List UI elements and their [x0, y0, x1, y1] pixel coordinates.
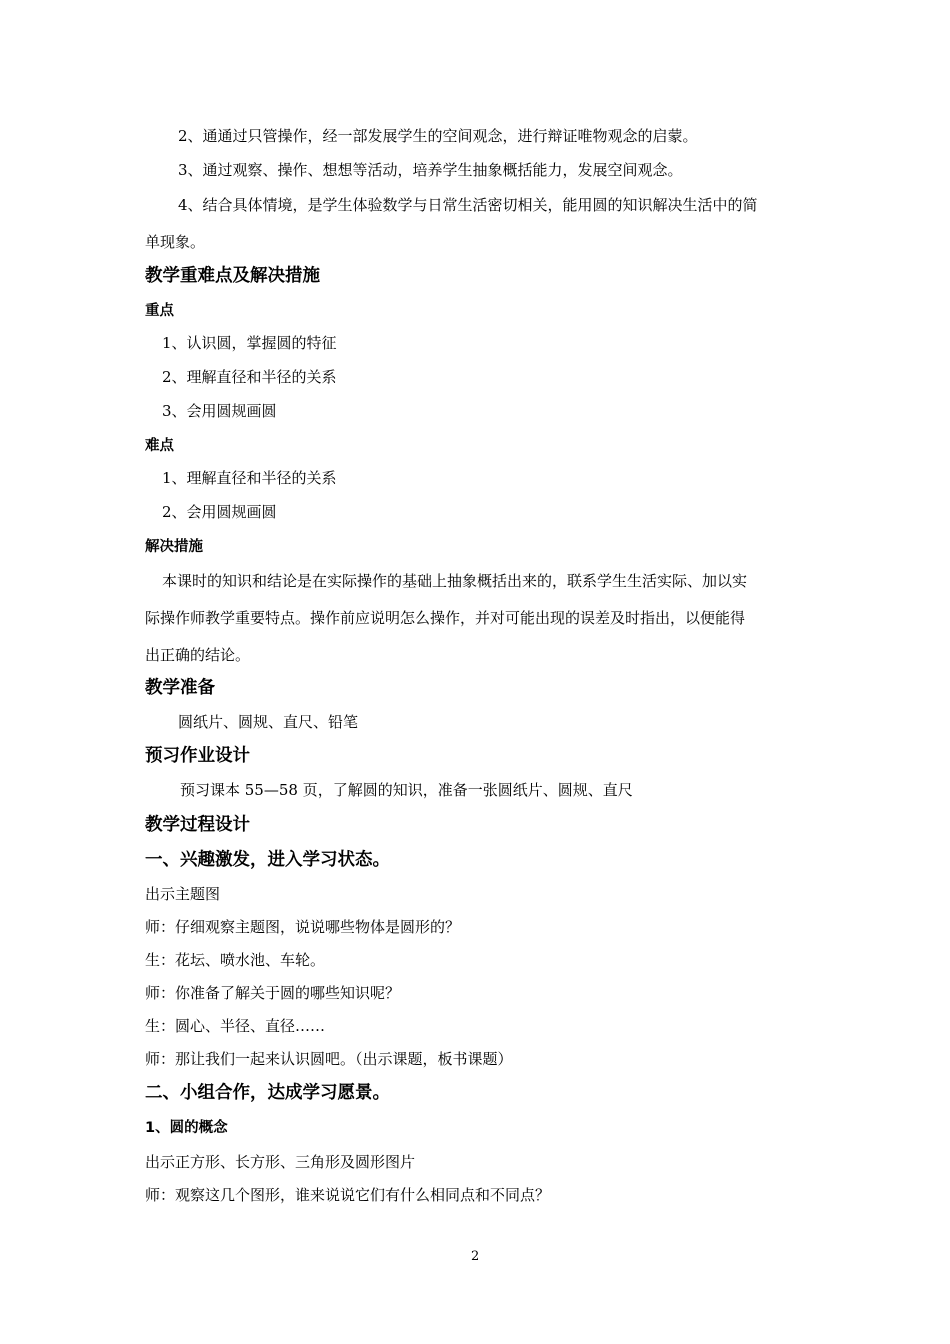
- measures-line-1: 本课时的知识和结论是在实际操作的基础上抽象概括出来的，联系学生生活实际、加以实: [162, 572, 748, 590]
- objective-3: 3、通过观察、操作、想想等活动，培养学生抽象概括能力，发展空间观念。: [178, 161, 683, 179]
- measures-label: 解决措施: [145, 539, 203, 555]
- section2-heading: 二、小组合作，达成学习愿景。: [145, 1083, 390, 1103]
- measures-line-2: 际操作师教学重要特点。操作前应说明怎么操作，并对可能出现的误差及时指出，以便能得: [145, 609, 746, 627]
- section1-line-2: 师：仔细观察主题图，说说哪些物体是圆形的？: [145, 918, 461, 936]
- key-label: 重点: [145, 303, 174, 319]
- key-item-1: 1、认识圆，掌握圆的特征: [162, 334, 337, 352]
- page-number: 2: [471, 1249, 480, 1264]
- difficult-label: 难点: [145, 438, 174, 454]
- keypoints-heading: 教学重难点及解决措施: [145, 266, 320, 286]
- section1-line-3: 生：花坛、喷水池、车轮。: [145, 951, 326, 969]
- prep-heading: 教学准备: [145, 678, 215, 698]
- section1-line-5: 生：圆心、半径、直径……: [145, 1017, 326, 1035]
- section2-line-1: 出示正方形、长方形、三角形及圆形图片: [145, 1153, 416, 1171]
- sub1-heading: 1、圆的概念: [145, 1120, 228, 1136]
- objective-4: 4、结合具体情境，是学生体验数学与日常生活密切相关，能用圆的知识解决生活中的简: [178, 196, 758, 214]
- homework-heading: 预习作业设计: [145, 746, 250, 766]
- measures-line-3: 出正确的结论。: [145, 646, 251, 664]
- section1-line-6: 师：那让我们一起来认识圆吧。（出示课题，板书课题）: [145, 1050, 513, 1068]
- section1-line-4: 师：你准备了解关于圆的哪些知识呢？: [145, 984, 401, 1002]
- section2-line-2: 师：观察这几个图形，谁来说说它们有什么相同点和不同点？: [145, 1186, 551, 1204]
- section1-line-1: 出示主题图: [145, 885, 221, 903]
- process-heading: 教学过程设计: [145, 815, 250, 835]
- objective-4-cont: 单现象。: [145, 233, 206, 251]
- objective-2: 2、通通过只管操作，经一部发展学生的空间观念，进行辩证唯物观念的启蒙。: [178, 127, 698, 145]
- homework-text: 预习课本 55—58 页，了解圆的知识，准备一张圆纸片、圆规、直尺: [180, 781, 633, 799]
- prep-text: 圆纸片、圆规、直尺、铅笔: [178, 713, 359, 731]
- section1-heading: 一、兴趣激发，进入学习状态。: [145, 850, 390, 870]
- key-item-2: 2、理解直径和半径的关系: [162, 368, 337, 386]
- difficult-item-1: 1、理解直径和半径的关系: [162, 469, 337, 487]
- key-item-3: 3、会用圆规画圆: [162, 402, 277, 420]
- difficult-item-2: 2、会用圆规画圆: [162, 503, 277, 521]
